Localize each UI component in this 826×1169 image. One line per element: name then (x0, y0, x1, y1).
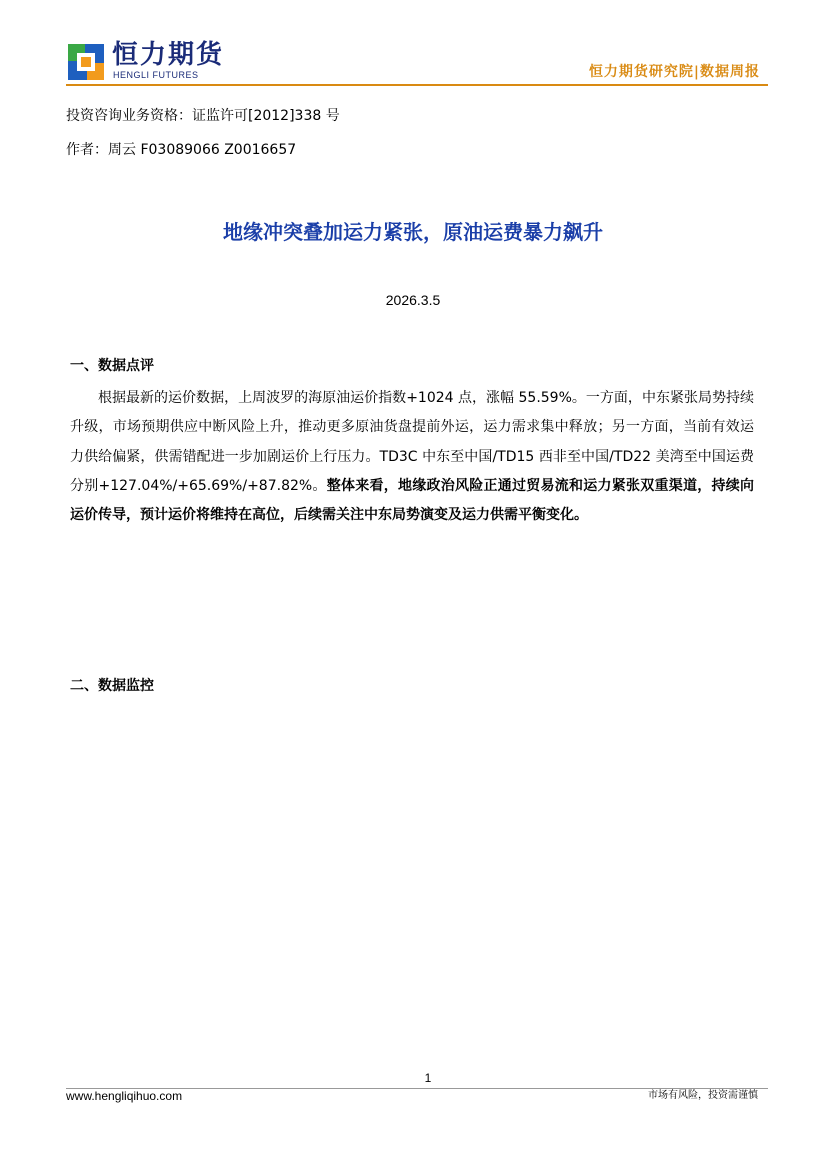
risk-disclaimer: 市场有风险，投资需谨慎 (648, 1090, 758, 1101)
header-divider (66, 84, 768, 86)
review-text-normal: 根据最新的运价数据，上周波罗的海原油运价指数+1024 点，涨幅 55.59%。一方面，中东紧张局势持续升级，市场预期供应中断风险上升，推动更多原油货盘提前外运，运力需求集中释放；另一方面，当前有效运力供给偏紧，供需错配进一步加剧运价上行压力。TD3C 中东至中国/TD15 西非至中国/TD22 美湾至中国运费分别+127.04%/+65.69%/+87.82%。 (70, 390, 754, 494)
page-number: 1 (424, 1071, 432, 1085)
section-heading-review: 一、数据点评 (70, 358, 154, 374)
section-heading-monitor: 二、数据监控 (70, 678, 154, 694)
qualification-line: 投资咨询业务资格：证监许可[2012]338 号 (66, 108, 340, 124)
review-text-bold: 整体来看，地缘政治风险正通过贸易流和运力紧张双重渠道，持续向运价传导，预计运价将维持在高位，后续需关注中东局势演变及运力供需平衡变化。 (70, 477, 754, 524)
author-line: 作者：周云 F03089066 Z0016657 (66, 142, 297, 158)
report-date: 2026.3.5 (385, 292, 441, 308)
footer-url[interactable]: www.hengliqihuo.com (66, 1089, 183, 1103)
logo-chinese-name: 恒力期货 (112, 40, 225, 70)
page-title: 地缘冲突叠加运力紧张，原油运费暴力飙升 (223, 220, 603, 244)
logo-english-name: HENGLI FUTURES (113, 70, 199, 80)
page-header (0, 0, 826, 90)
report-tag: 恒力期货研究院|数据周报 (588, 64, 760, 80)
hengli-logo-icon (68, 44, 104, 80)
review-paragraph (70, 384, 754, 530)
